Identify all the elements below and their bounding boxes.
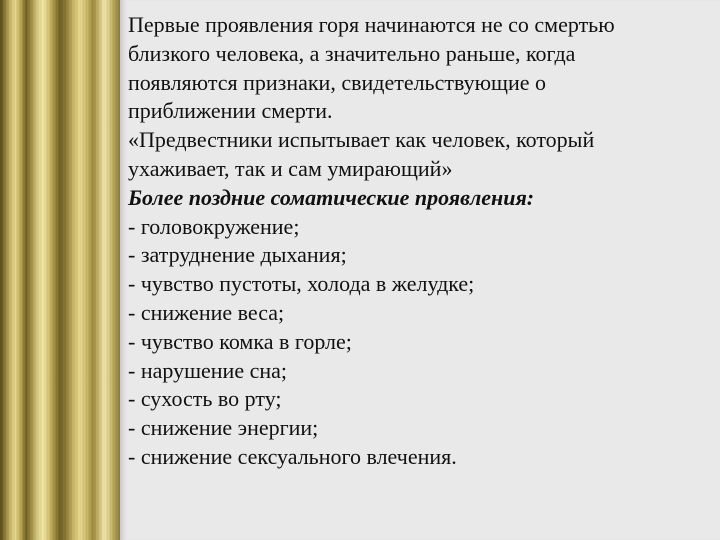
slide-content-panel	[120, 0, 720, 540]
list-item: - нарушение сна;	[128, 357, 288, 383]
paragraph-line-3: появляются признаки, свидетельствующие о	[128, 69, 547, 95]
list-item: - снижение сексуального влечения.	[128, 443, 457, 469]
list-item: - снижение энергии;	[128, 415, 319, 441]
list-item: - чувство пустоты, холода в желудке;	[128, 271, 475, 297]
quote-line-2: ухаживает, так и сам умирающий»	[128, 155, 453, 181]
list-item: - затруднение дыхания;	[128, 242, 347, 268]
list-item: - сухость во рту;	[128, 386, 282, 412]
quote-line-1: «Предвестники испытывает как человек, который	[128, 127, 595, 153]
list-item: - снижение веса;	[128, 299, 285, 325]
paragraph-line-4: приближении смерти.	[128, 98, 333, 124]
paragraph-line-1: Первые проявления горя начинаются не со смертью	[128, 12, 615, 37]
list-item: - головокружение;	[128, 213, 300, 239]
decorative-gold-border	[0, 0, 120, 540]
list-heading: Более поздние соматические проявления:	[128, 184, 535, 210]
slide-text	[128, 11, 708, 472]
paragraph-line-2: близкого человека, а значительно раньше, когда	[128, 40, 576, 66]
list-item: - чувство комка в горле;	[128, 328, 352, 354]
